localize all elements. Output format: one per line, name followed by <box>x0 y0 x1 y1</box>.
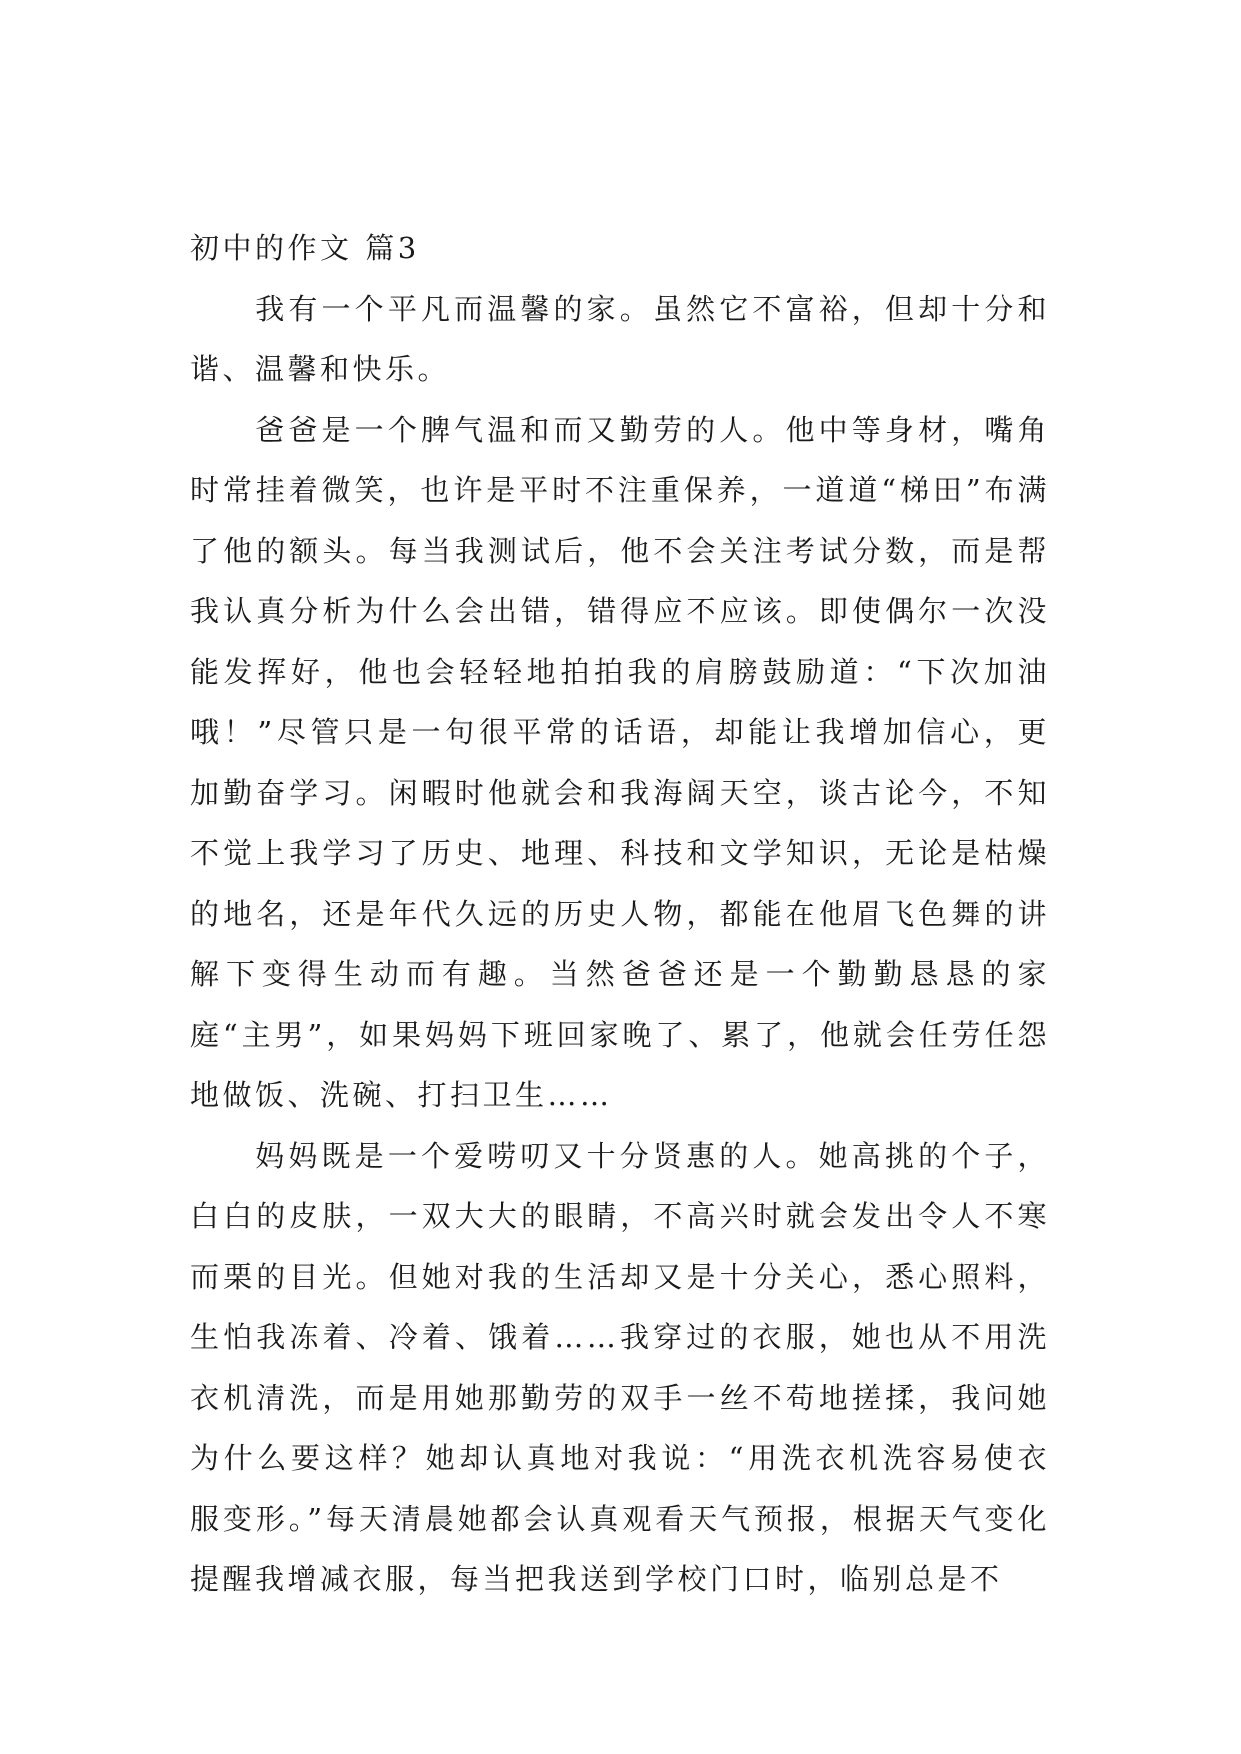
paragraph-1: 我有一个平凡而温馨的家。虽然它不富裕，但却十分和谐、温馨和快乐。 <box>190 291 1050 386</box>
essay-title: 初中的作文 篇3 <box>190 231 420 265</box>
document-body <box>190 218 1050 1610</box>
paragraph-2: 爸爸是一个脾气温和而又勤劳的人。他中等身材，嘴角时常挂着微笑，也许是平时不注重保养，一道道“梯田”布满了他的额头。每当我测试后，他不会关注考试分数，而是帮我认真分析为什么会出错，错得应不应该。即使偶尔一次没能发挥好，他也会轻轻地拍拍我的肩膀鼓励道：“下次加油哦！”尽管只是一句很平常的话语，却能让我增加信心，更加勤奋学习。闲暇时他就会和我海阔天空，谈古论今，不知不觉上我学习了历史、地理、科技和文学知识，无论是枯燥的地名，还是年代久远的历史人物，都能在他眉飞色舞的讲解下变得生动而有趣。当然爸爸还是一个勤勤恳恳的家庭“主男”，如果妈妈下班回家晚了、累了，他就会任劳任怨地做饭、洗碗、打扫卫生…… <box>190 412 1050 1112</box>
paragraph-3: 妈妈既是一个爱唠叨又十分贤惠的人。她高挑的个子，白白的皮肤，一双大大的眼睛，不高兴时就会发出令人不寒而栗的目光。但她对我的生活却又是十分关心，悉心照料，生怕我冻着、冷着、饿着……我穿过的衣服，她也从不用洗衣机清洗，而是用她那勤劳的双手一丝不苟地搓揉，我问她为什么要这样？她却认真地对我说：“用洗衣机洗容易使衣服变形。”每天清晨她都会认真观看天气预报，根据天气变化提醒我增减衣服，每当把我送到学校门口时，临别总是不 <box>190 1138 1050 1596</box>
